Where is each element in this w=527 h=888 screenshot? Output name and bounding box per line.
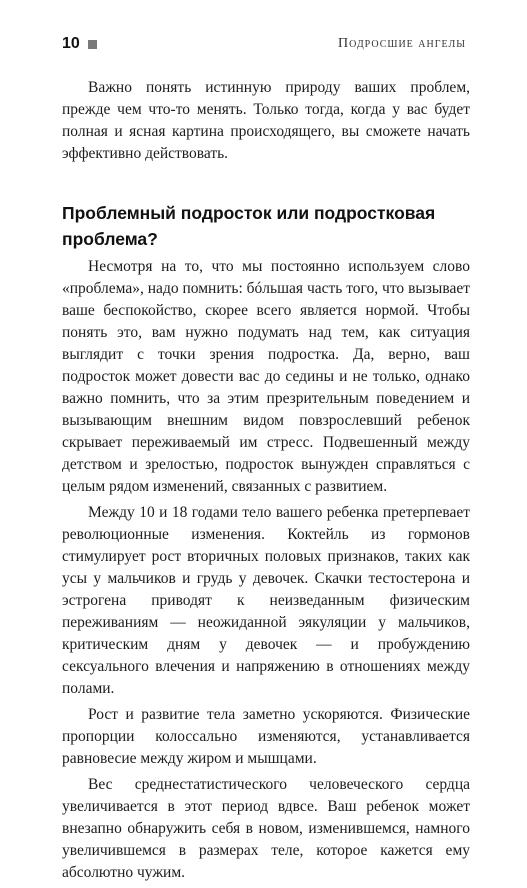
running-title: Подросшие ангелы (338, 36, 466, 51)
intro-text (62, 77, 470, 169)
body-paragraph: Вес среднестатистического человеческого сердца увеличивается в этот период вдвсе. Ваш ребенок может внезапно обнаружить себя в новом, изменившемся, намного увеличившемся в размерах теле, которое кажется ему абсолютно чужим. (62, 776, 470, 881)
section-heading: Проблемный подросток или подростковая проблема? (62, 203, 436, 249)
page-number: 10 (62, 35, 80, 52)
body-paragraph: Несмотря на то, что мы постоянно используем слово «проблема», надо помнить: бóльшая часть того, что вызывает ваше беспокойство, скорее всего является нормой. Чтобы понять это, вам нужно подумать над тем, как ситуация выглядит с точки зрения подростка. Да, верно, ваш подросток может довести вас до седины и не только, однако важно помнить, что за этим презрительным поведением и вызывающим внешним видом повзрослевший ребенок скрывает переживаемый им стресс. Подвешенный между детством и зрелостью, подросток вынужден справляться с целым рядом изменений, связанных с развитием. (62, 258, 470, 495)
intro-paragraph: Важно понять истинную природу ваших проблем, прежде чем что-то менять. Только тогда, когда у вас будет полная и ясная картина происходящего, вы сможете начать эффективно действовать. (62, 79, 470, 162)
section-body (62, 256, 470, 888)
running-head (62, 34, 466, 54)
square-icon (88, 40, 97, 49)
body-paragraph: Рост и развитие тела заметно ускоряются. Физические пропорции колоссально изменяются, устанавливается равновесие между жиром и мышцами. (62, 706, 470, 767)
body-paragraph: Между 10 и 18 годами тело вашего ребенка претерпевает революционные изменения. Коктейль из гормонов стимулирует рост вторичных половых признаков, таких как усы у мальчиков и грудь у девочек. Скачки тестостерона и эстрогена приводят к неизведанным физическим переживаниям — неожиданной эякуляции у мальчиков, критическим дням у девочек — и пробуждению сексуального влечения и напряжению в отношениях между полами. (62, 504, 470, 697)
